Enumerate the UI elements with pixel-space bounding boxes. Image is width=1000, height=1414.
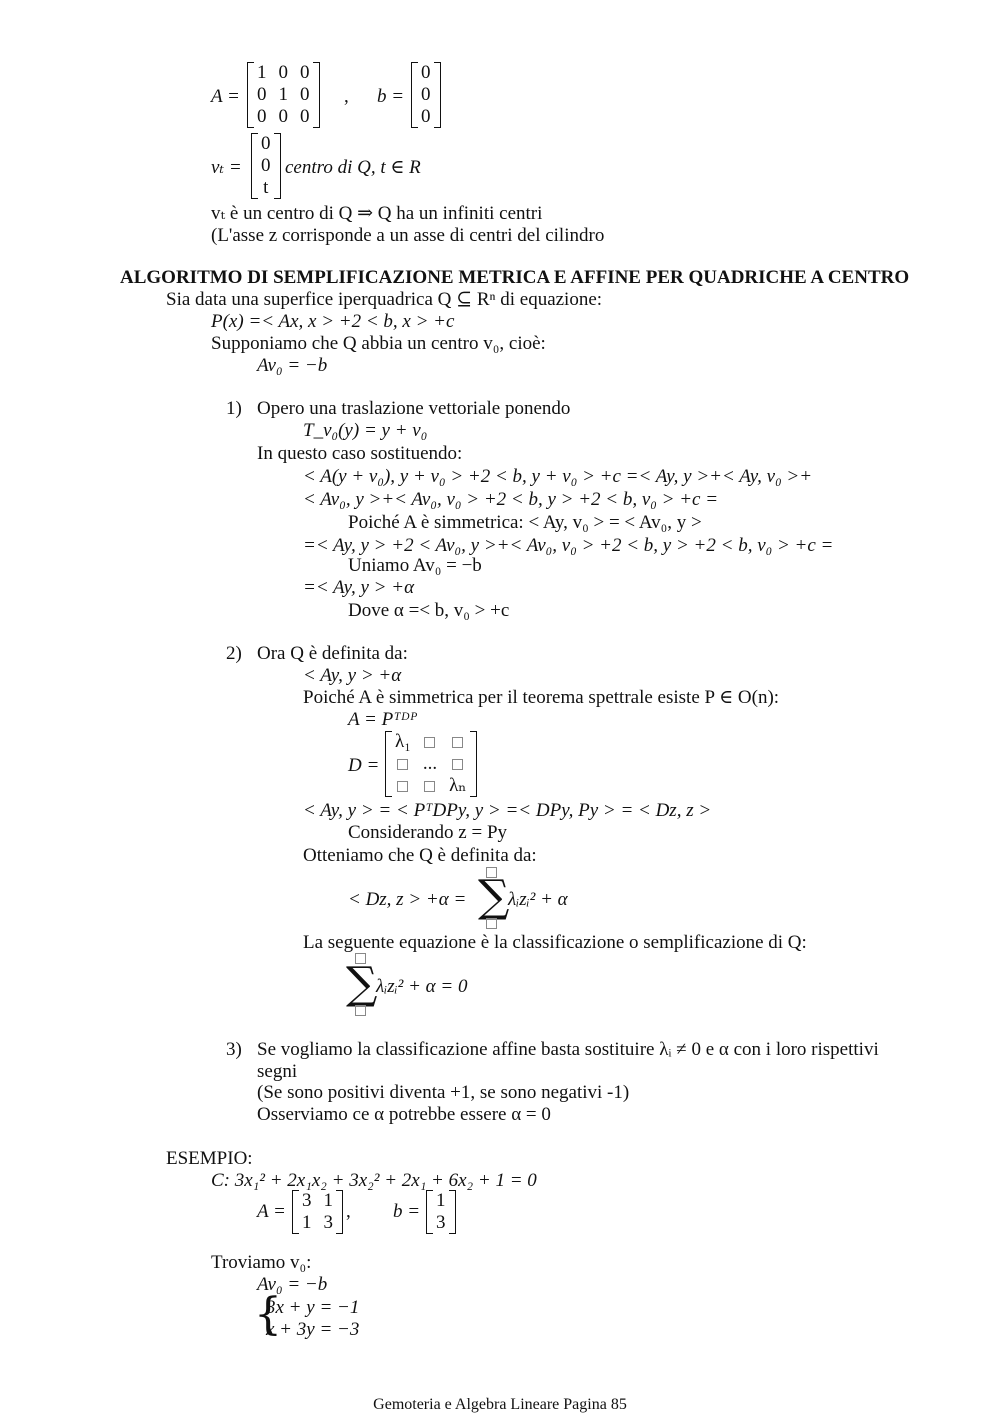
section-heading: ALGORITMO DI SEMPLIFICAZIONE METRICA E AFFINE PER QUADRICHE A CENTRO <box>120 267 910 288</box>
page-footer: Gemoteria e Algebra Lineare Pagina 85 <box>373 1396 627 1413</box>
matrix-entry: 0 <box>257 106 267 127</box>
matrix-entry: 0 <box>300 84 310 105</box>
matrix-entry: 3 <box>323 1212 333 1233</box>
equation: < Dz, z > +α = <box>348 889 467 910</box>
example-matrix-a-label: A = <box>257 1201 286 1222</box>
text-line: (L'asse z corrisponde a un asse di centri del cilindro <box>211 225 605 246</box>
text-line: Supponiamo che Q abbia un centro v₀, cioè: <box>211 333 546 354</box>
equation: < Av₀, y >+< Av₀, v₀ > +2 < b, y > +2 < b, v₀ > +c = <box>303 489 719 510</box>
example-heading: ESEMPIO: <box>166 1148 253 1169</box>
matrix-entry: 1 <box>323 1190 333 1211</box>
matrix-b <box>411 62 441 128</box>
matrix-d-entry: λₙ <box>449 775 467 796</box>
text-line: vₜ è un centro di Q ⇒ Q ha un infiniti centri <box>211 203 543 224</box>
equation: < Ay, y > = < PᵀDPy, y > =< DPy, Py > = < Dz, z > <box>303 800 712 821</box>
equation: λᵢzᵢ² + α = 0 <box>376 976 468 997</box>
matrix-entry: 0 <box>278 106 288 127</box>
matrix-d-label: D = <box>348 755 380 776</box>
step-number: 3) <box>226 1039 242 1060</box>
equation: =< Ay, y > +2 < Av₀, y >+< Av₀, v₀ > +2 < b, y > +2 < b, v₀ > +c = <box>303 535 834 556</box>
matrix-a-comma: , <box>344 86 349 107</box>
equation: C: 3x₁² + 2x₁x₂ + 3x₂² + 2x₁ + 6x₂ + 1 = 0 <box>211 1170 537 1191</box>
matrix-d <box>385 731 477 797</box>
vector-entry: 0 <box>421 106 431 127</box>
step-number: 2) <box>226 643 242 664</box>
matrix-entry: 1 <box>278 84 288 105</box>
text-line: Poiché A è simmetrica: < Ay, v₀ > = < Av₀, y > <box>348 512 702 533</box>
vector-entry: 0 <box>261 155 271 176</box>
matrix-d-entry: λ₁ <box>395 731 411 752</box>
vector-vt <box>251 133 281 199</box>
text-line: Otteniamo che Q è definita da: <box>303 845 537 866</box>
text-line: Se vogliamo la classificazione affine basta sostituire λᵢ ≠ 0 e α con i loro rispettivi <box>257 1039 879 1060</box>
equation: Av₀ = −b <box>257 355 328 376</box>
matrix-entry: 0 <box>300 62 310 83</box>
text-line: In questo caso sostituendo: <box>257 443 463 464</box>
system-brace: { <box>254 1289 282 1340</box>
matrix-d-dots: ... <box>422 753 438 774</box>
text-line: Opero una traslazione vettoriale ponendo <box>257 398 571 419</box>
vector-entry: 1 <box>436 1190 446 1211</box>
matrix-entry: 0 <box>300 106 310 127</box>
text-line: Dove α =< b, v₀ > +c <box>348 600 510 621</box>
vector-entry: 0 <box>261 133 271 154</box>
vt-label: vₜ = <box>211 157 242 178</box>
equation: Av₀ = −b <box>257 1274 328 1295</box>
vector-entry: 3 <box>436 1212 446 1233</box>
text-line: segni <box>257 1061 298 1082</box>
example-matrix-a <box>292 1190 343 1234</box>
matrix-entry: 1 <box>302 1212 312 1233</box>
equation: P(x) =< Ax, x > +2 < b, x > +c <box>211 311 455 332</box>
example-matrix-b-label: b = <box>393 1201 421 1222</box>
matrix-entry: 3 <box>302 1190 312 1211</box>
system-eq-1: 3x + y = −1 <box>266 1297 360 1318</box>
text-line: Ora Q è definita da: <box>257 643 408 664</box>
summation-sign: ∑ <box>346 958 378 1009</box>
text-line: Sia data una superfice iperquadrica Q ⊆ Rⁿ di equazione: <box>166 289 603 310</box>
text-line: Poiché A è simmetrica per il teorema spettrale esiste P ∈ O(n): <box>303 687 780 708</box>
equation: λᵢzᵢ² + α <box>508 889 568 910</box>
matrix-entry: 0 <box>278 62 288 83</box>
text-line: La seguente equazione è la classificazione o semplificazione di Q: <box>303 932 807 953</box>
matrix-a-label: A = <box>211 86 240 107</box>
matrix-entry: 0 <box>257 84 267 105</box>
text-line: Considerando z = Py <box>348 822 508 843</box>
vector-entry: 0 <box>421 84 431 105</box>
equation: < A(y + v₀), y + v₀ > +2 < b, y + v₀ > +c =< Ay, y >+< Ay, v₀ >+ <box>303 466 813 487</box>
matrix-entry: 1 <box>257 62 267 83</box>
step-number: 1) <box>226 398 242 419</box>
text-line: (Se sono positivi diventa +1, se sono negativi -1) <box>257 1082 630 1103</box>
example-matrix-b <box>426 1190 456 1234</box>
vt-caption: centro di Q, t ∈ R <box>285 157 421 178</box>
text-line: Osserviamo ce α potrebbe essere α = 0 <box>257 1104 551 1125</box>
matrix-a <box>247 62 320 128</box>
vector-entry: 0 <box>421 62 431 83</box>
text-line: Troviamo v₀: <box>211 1252 312 1273</box>
text-line: Uniamo Av₀ = −b <box>348 555 482 576</box>
matrix-comma: , <box>346 1201 351 1222</box>
summation-sign: ∑ <box>478 871 510 922</box>
equation: < Ay, y > +α <box>303 665 402 686</box>
matrix-b-label: b = <box>377 86 405 107</box>
equation: A = Pᵀᴰᴾ <box>348 709 418 730</box>
equation: =< Ay, y > +α <box>303 577 415 598</box>
system-eq-2: x + 3y = −3 <box>266 1319 360 1340</box>
equation: T_v₀(y) = y + v₀ <box>303 420 428 441</box>
vector-entry: t <box>263 177 269 198</box>
